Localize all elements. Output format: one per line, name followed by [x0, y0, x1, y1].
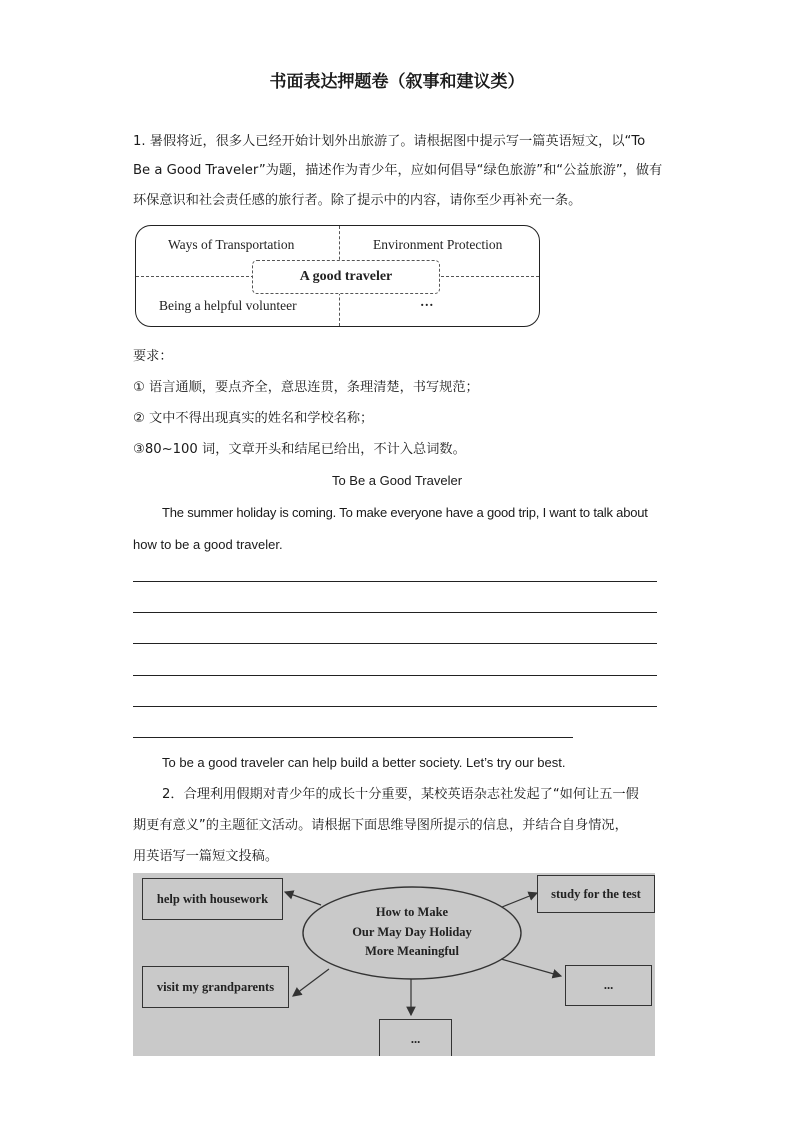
writing-line — [133, 737, 573, 738]
writing-line — [133, 581, 657, 582]
mindmap-help-with-housework: help with housework — [142, 878, 283, 920]
requirement-1: ① 语言通顺，要点齐全，意思连贯，条理清楚，书写规范； — [133, 380, 479, 395]
mindmap-study-for-test: study for the test — [537, 875, 655, 913]
diagram-environment-protection: Environment Protection — [373, 237, 503, 252]
requirement-2: ② 文中不得出现真实的姓名和学校名称； — [133, 411, 374, 426]
essay-title: To Be a Good Traveler — [331, 473, 463, 488]
mindmap-center-line-1: How to Make — [375, 905, 449, 919]
q2-prompt-line-1: 2．合理利用假期对青少年的成长十分重要，某校英语杂志社发起了“如何让五一假 — [162, 787, 639, 802]
diagram-ellipsis: … — [420, 294, 434, 309]
mindmap-visit-grandparents: visit my grandparents — [142, 966, 289, 1008]
mindmap-ellipsis-bottom: ... — [379, 1019, 452, 1056]
q2-prompt-line-2: 期更有意义”的主题征文活动。请根据下面思维导图所提示的信息，并结合自身情况， — [133, 818, 628, 833]
page-title: 书面表达押题卷（叙事和建议类） — [269, 72, 525, 92]
diagram-ways-of-transportation: Ways of Transportation — [168, 237, 295, 252]
q1-prompt-line-2: Be a Good Traveler”为题，描述作为青少年，应如何倡导“绿色旅游”和“公益旅游”，做有 — [133, 163, 663, 178]
q1-prompt-line-3: 环保意识和社会责任感的旅行者。除了提示中的内容，请你至少再补充一条。 — [133, 193, 582, 208]
writing-line — [133, 706, 657, 707]
essay-opening-line-1: The summer holiday is coming. To make everyone have a good trip, I want to talk about — [162, 505, 648, 520]
mindmap-center — [303, 903, 521, 962]
mindmap-center-line-2: Our May Day Holiday — [352, 924, 472, 939]
essay-opening-line-2: how to be a good traveler. — [133, 537, 283, 552]
q2-prompt-line-3: 用英语写一篇短文投稿。 — [133, 849, 279, 864]
mindmap-ellipsis-right: ... — [565, 965, 652, 1006]
diagram-center-good-traveler: A good traveler — [252, 260, 440, 294]
q1-diagram — [135, 225, 540, 327]
writing-line — [133, 675, 657, 676]
essay-closing: To be a good traveler can help build a better society. Let’s try our best. — [162, 755, 566, 770]
mindmap-center-line-3: More Meaningful — [365, 944, 459, 958]
diagram-helpful-volunteer: Being a helpful volunteer — [159, 298, 297, 313]
writing-line — [133, 612, 657, 613]
requirements-label: 要求： — [133, 349, 173, 364]
requirement-3: ③80~100 词，文章开头和结尾已给出，不计入总词数。 — [133, 442, 466, 457]
q1-prompt-line-1: 1. 暑假将近，很多人已经开始计划外出旅游了。请根据图中提示写一篇英语短文，以“To — [133, 134, 646, 149]
writing-line — [133, 643, 657, 644]
q2-mindmap-image — [133, 873, 655, 1056]
